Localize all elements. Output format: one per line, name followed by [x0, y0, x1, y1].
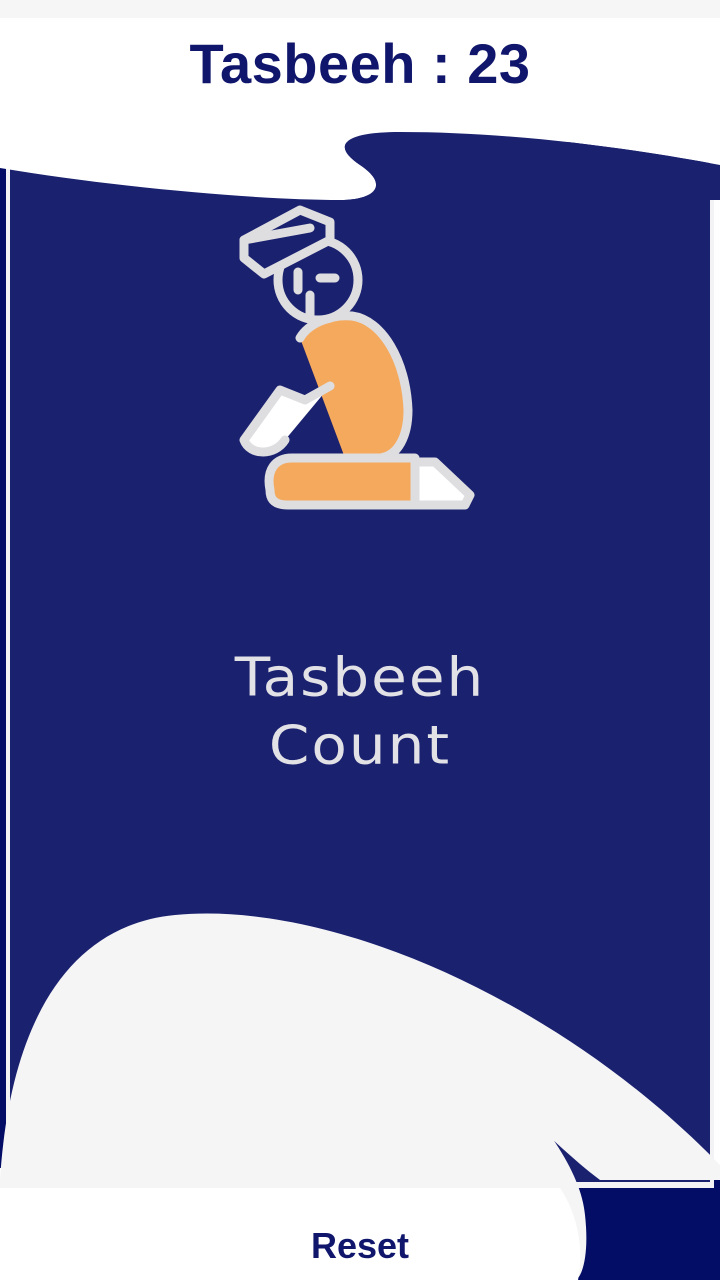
count-label: Count — [268, 713, 452, 777]
page-title: Tasbeeh : 23 — [189, 32, 531, 95]
tasbeeh-label: Tasbeeh — [234, 645, 486, 709]
reset-button[interactable]: Reset — [260, 1218, 460, 1274]
praying-man-icon — [230, 200, 490, 520]
